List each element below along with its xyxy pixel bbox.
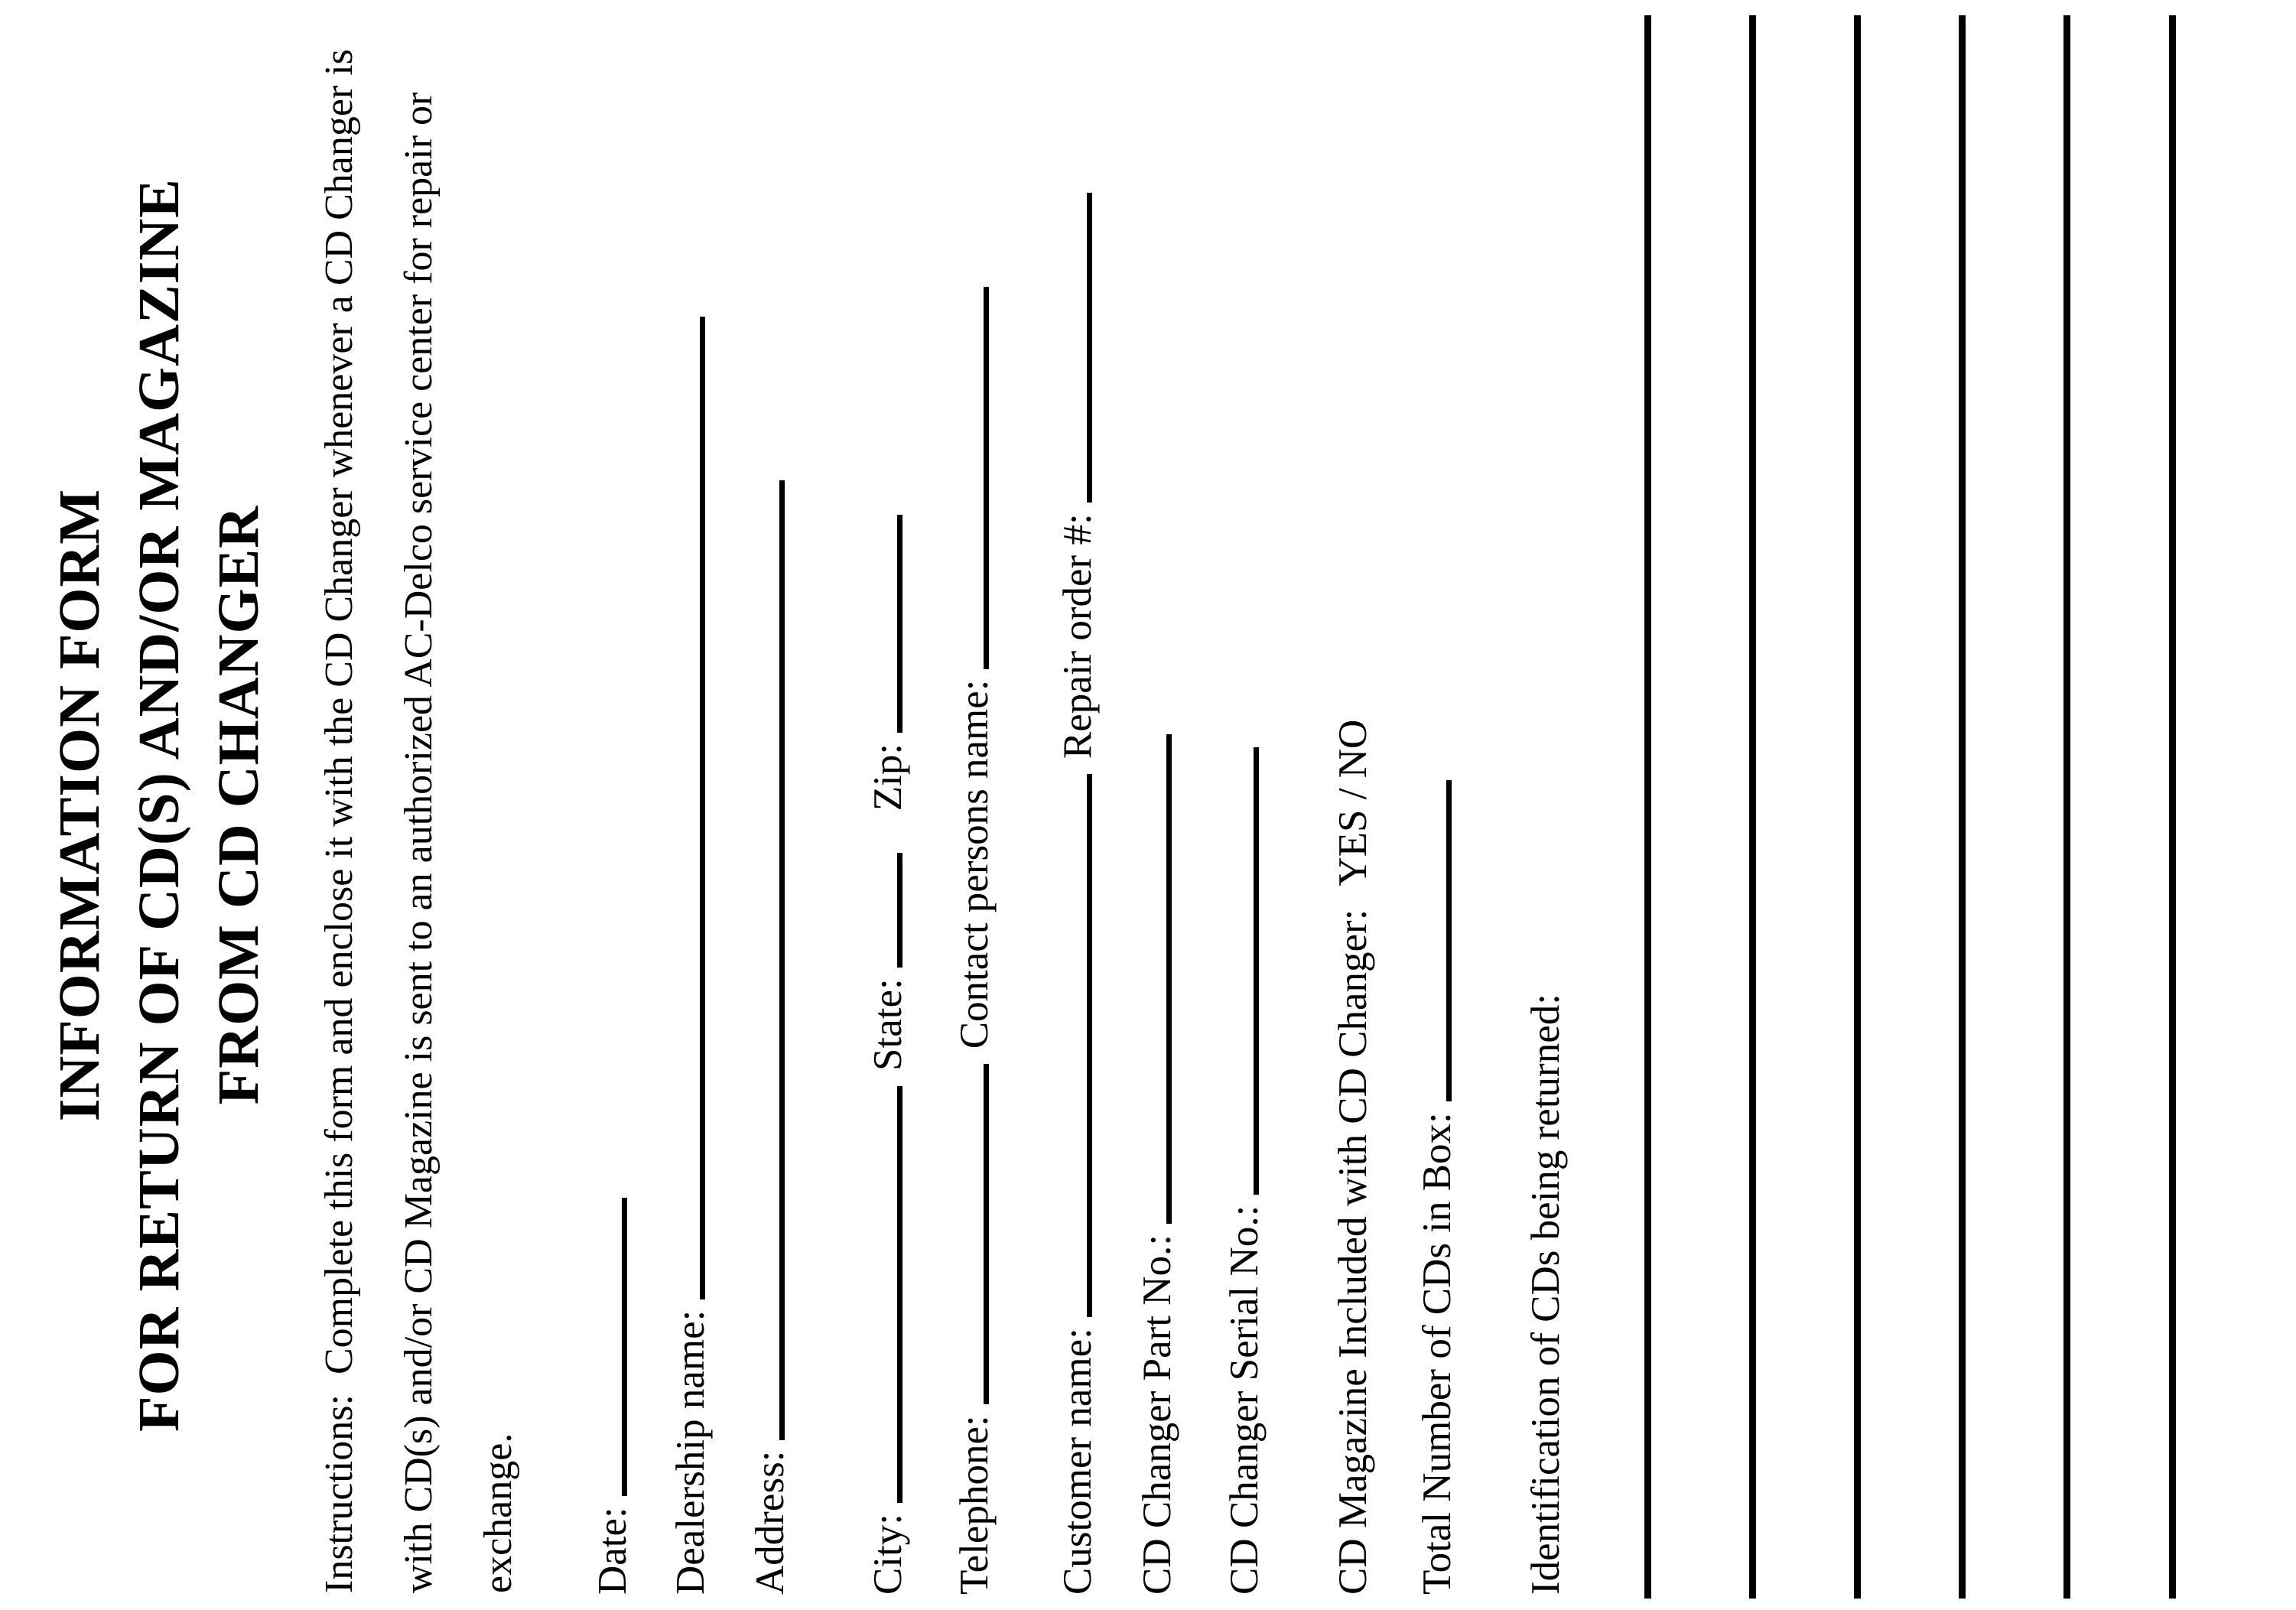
form-row-total-cds: [1413, 780, 1461, 1595]
instructions-line-3: exchange.: [476, 1433, 520, 1593]
cd-magazine-included-label: CD Magazine Included with CD Changer:: [1331, 909, 1375, 1595]
instructions-line-1: Instructions: Complete this form and enclose it with the CD Changer whenever a CD Changer is: [317, 49, 361, 1593]
cd-list-blank-line-6: [2169, 15, 2176, 1599]
cd-changer-serial-no-label: CD Changer Serial No.:: [1222, 1205, 1267, 1595]
instructions-line-2: with CD(s) and/or CD Magazine is sent to an authorized AC-Delco service center for repair or: [397, 92, 441, 1593]
repair-order-label: Repair order #:: [1055, 513, 1100, 759]
identification-of-cds-label: Identification of CDs being returned:: [1524, 994, 1568, 1595]
state-label: State:: [866, 978, 910, 1071]
telephone-blank-line: [984, 1064, 989, 1404]
form-row-serial-no: [1221, 747, 1268, 1595]
title-line-2: FOR RETURN OF CD(S) AND/OR MAGAZINE: [127, 178, 191, 1432]
yes-no-options: YES / NO: [1331, 719, 1375, 886]
instructions: [300, 10, 538, 1593]
contact-persons-name-label: Contact persons name:: [952, 679, 997, 1049]
repair-order-blank-line: [1087, 193, 1092, 503]
form-row-dealership: [667, 317, 714, 1595]
telephone-label: Telephone:: [952, 1415, 997, 1595]
date-label: Date:: [590, 1507, 635, 1595]
dealership-name-blank-line: [700, 317, 705, 1299]
title-line-3: FROM CD CHANGER: [207, 505, 271, 1105]
state-blank-line: [897, 853, 902, 968]
customer-name-blank-line: [1087, 774, 1092, 1317]
form-row-date: [589, 1198, 636, 1595]
cd-list-blank-line-5: [2063, 15, 2070, 1599]
form-title: [40, 0, 278, 1610]
total-cds-in-box-blank-line: [1446, 780, 1452, 1101]
contact-persons-name-blank-line: [984, 287, 989, 669]
cd-list-blank-line-1: [1644, 15, 1651, 1599]
zip-label: Zip:: [866, 743, 910, 812]
cd-list-blank-line-2: [1749, 15, 1756, 1599]
form-row-city-state-zip: [864, 515, 912, 1595]
form-row-telephone-contact: [951, 287, 998, 1595]
address-label: Address:: [748, 1450, 792, 1595]
cd-changer-serial-no-blank-line: [1254, 747, 1259, 1195]
customer-name-label: Customer name:: [1055, 1328, 1100, 1595]
zip-blank-line: [897, 515, 902, 733]
date-blank-line: [622, 1198, 627, 1496]
dealership-name-label: Dealership name:: [668, 1309, 713, 1595]
city-label: City:: [866, 1513, 910, 1595]
form-row-customer-repair: [1054, 193, 1101, 1595]
total-cds-in-box-label: Total Number of CDs in Box:: [1415, 1112, 1459, 1595]
cd-changer-part-no-blank-line: [1166, 734, 1172, 1224]
form-row-magazine-included: [1329, 720, 1377, 1595]
city-blank-line: [897, 1086, 902, 1503]
cd-list-blank-line-4: [1959, 15, 1966, 1599]
form-row-part-no: [1133, 734, 1181, 1595]
cd-changer-part-no-label: CD Changer Part No.:: [1135, 1234, 1179, 1595]
title-line-1: INFORMATION FORM: [47, 488, 112, 1122]
form-row-identification: [1522, 994, 1569, 1595]
cd-list-blank-line-3: [1854, 15, 1861, 1599]
address-blank-line: [779, 480, 785, 1440]
form-row-address: [746, 480, 794, 1595]
